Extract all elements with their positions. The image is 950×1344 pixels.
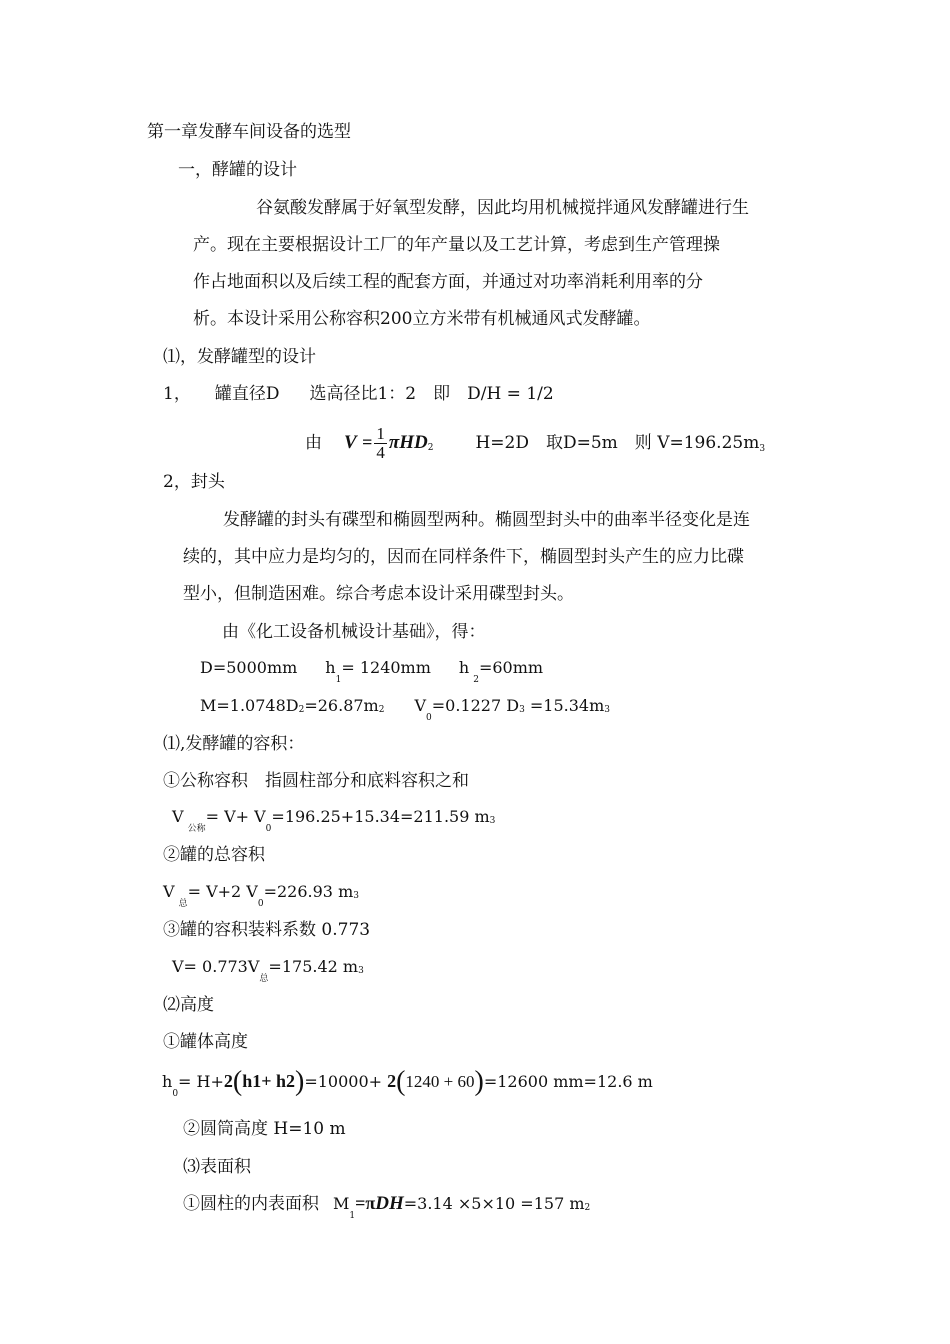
item-line bbox=[163, 383, 554, 405]
reference-line: 由《化工设备机械设计基础》，得： bbox=[222, 622, 486, 642]
body-height-formula: $h_0= H+2(h1+ h2)=10000+ 2(1240 + 60)=12600$ mm=12.6 m bbox=[162, 1066, 653, 1099]
subsection-heading: ⑴,发酵罐的容积： bbox=[163, 734, 305, 754]
body-height-title: ①罐体高度 bbox=[163, 1032, 248, 1052]
nominal-volume-title: ①公称容积 指圆柱部分和底料容积之和 bbox=[163, 771, 469, 791]
dimensions-line: D=5000mm $h_1= 1240mm$ $h_2=60mm$ bbox=[200, 658, 544, 685]
nominal-volume-formula: $V_{公称}= V+ V_0=196.25+15.34=211.59$ m3 bbox=[172, 807, 496, 834]
fraction: $\frac{1}{4}$ bbox=[376, 424, 385, 462]
subsection-heading: ⑶表面积 bbox=[183, 1157, 251, 1177]
total-volume-title: ②罐的总容积 bbox=[163, 845, 265, 865]
cylinder-height: ②圆筒高度 H=10 m bbox=[183, 1119, 346, 1139]
item-number: 1， bbox=[163, 384, 191, 404]
fill-volume-formula: $V= 0.773V_总=175.42$ m3 bbox=[172, 957, 364, 984]
volume-formula: 由 V = $\frac{1}{4}$ πHD2 H=2D 取D=5m 则 V=196.25m3 bbox=[305, 424, 766, 462]
ratio-text: 选高径比1：2 即 D/H = 1/2 bbox=[309, 384, 554, 404]
paragraph-line: 产。现在主要根据设计工厂的年产量以及工艺计算，考虑到生产管理操 bbox=[193, 235, 720, 255]
paragraph-line: 型小，但制造困难。综合考虑本设计采用碟型封头。 bbox=[183, 584, 574, 604]
subsection-heading: ⑴，发酵罐型的设计 bbox=[163, 347, 316, 367]
paragraph-line: 发酵罐的封头有碟型和椭圆型两种。椭圆型封头中的曲率半径变化是连 bbox=[223, 510, 750, 530]
chapter-title: 第一章发酵车间设备的选型 bbox=[147, 122, 351, 142]
fill-coefficient-title: ③罐的容积装料系数 0.773 bbox=[163, 920, 371, 940]
paragraph-line: 作占地面积以及后续工程的配套方面，并通过对功率消耗利用率的分 bbox=[193, 272, 703, 292]
m-line: M=1.0748D2=26.87m2 $V_0=0.1227$ D3 =15.34m3 bbox=[200, 696, 611, 723]
item-heading: 2，封头 bbox=[163, 472, 225, 492]
subsection-heading: ⑵高度 bbox=[163, 995, 214, 1015]
surface-area-formula: ①圆柱的内表面积 $M_1=\pi DH=3.14 \times 5\times 10 =157$ m2 bbox=[183, 1193, 591, 1221]
paragraph-line: 谷氨酸发酵属于好氧型发酵，因此均用机械搅拌通风发酵罐进行生 bbox=[256, 198, 749, 218]
total-volume-formula: $V_总= V+2$ $V_0=226.93$ m3 bbox=[163, 882, 359, 909]
paragraph-line: 续的，其中应力是均匀的，因而在同样条件下，椭圆型封头产生的应力比碟 bbox=[183, 547, 744, 567]
section-heading: 一，酵罐的设计 bbox=[178, 160, 297, 180]
paragraph-line: 析。本设计采用公称容积200立方米带有机械通风式发酵罐。 bbox=[193, 309, 651, 329]
item-label: 罐直径D bbox=[214, 384, 280, 404]
